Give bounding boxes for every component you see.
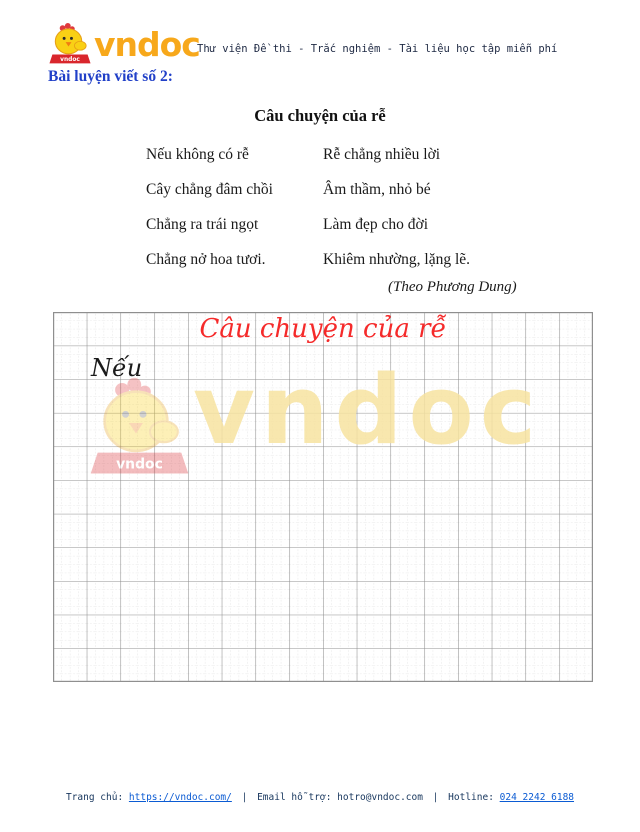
footer-email-label: Email hỗ trợ: <box>257 792 332 803</box>
practice-student-text: Nếu <box>91 354 143 382</box>
handwriting-practice-grid <box>53 312 593 682</box>
logo-wordmark: vndoc <box>94 25 200 64</box>
poem-attribution: (Theo Phương Dung) <box>388 279 517 295</box>
assignment-title: Bài luyện viết số 2: <box>48 68 173 85</box>
footer-separator: | <box>432 792 439 803</box>
footer-home-link[interactable]: https://vndoc.com/ <box>128 792 232 803</box>
poem-line: Rễ chẳng nhiều lời <box>323 146 441 163</box>
poem-line: Âm thầm, nhỏ bé <box>323 181 431 198</box>
footer-email: hotro@vndoc.com <box>337 792 423 803</box>
footer-home-label: Trang chủ: <box>65 792 124 803</box>
page-footer <box>0 792 640 803</box>
poem-line: Chẳng nở hoa tươi. <box>146 251 266 268</box>
footer-hotline-label: Hotline: <box>448 792 494 803</box>
svg-text:vndoc: vndoc <box>60 57 80 64</box>
practice-title-cursive: Câu chuyện của rễ <box>199 314 447 344</box>
svg-text:vndoc: vndoc <box>116 456 163 473</box>
poem-title: Câu chuyện của rễ <box>254 106 386 125</box>
footer-separator: | <box>241 792 248 803</box>
poem-line: Chẳng ra trái ngọt <box>146 216 259 233</box>
header-tagline: Thư viện Đề thi - Trắc nghiệm - Tài liệu học tập miễn phí <box>197 43 558 55</box>
vndoc-logo <box>48 22 200 73</box>
poem-line: Khiêm nhường, lặng lẽ. <box>323 251 471 268</box>
poem-line: Cây chẳng đâm chồi <box>146 181 273 198</box>
chicken-mascot-icon <box>48 22 92 73</box>
poem-line: Nếu không có rễ <box>146 146 249 163</box>
footer-hotline-link[interactable]: 024 2242 6188 <box>499 792 575 803</box>
watermark-wordmark: vndoc <box>193 356 543 466</box>
poem-line: Làm đẹp cho đời <box>323 216 429 233</box>
